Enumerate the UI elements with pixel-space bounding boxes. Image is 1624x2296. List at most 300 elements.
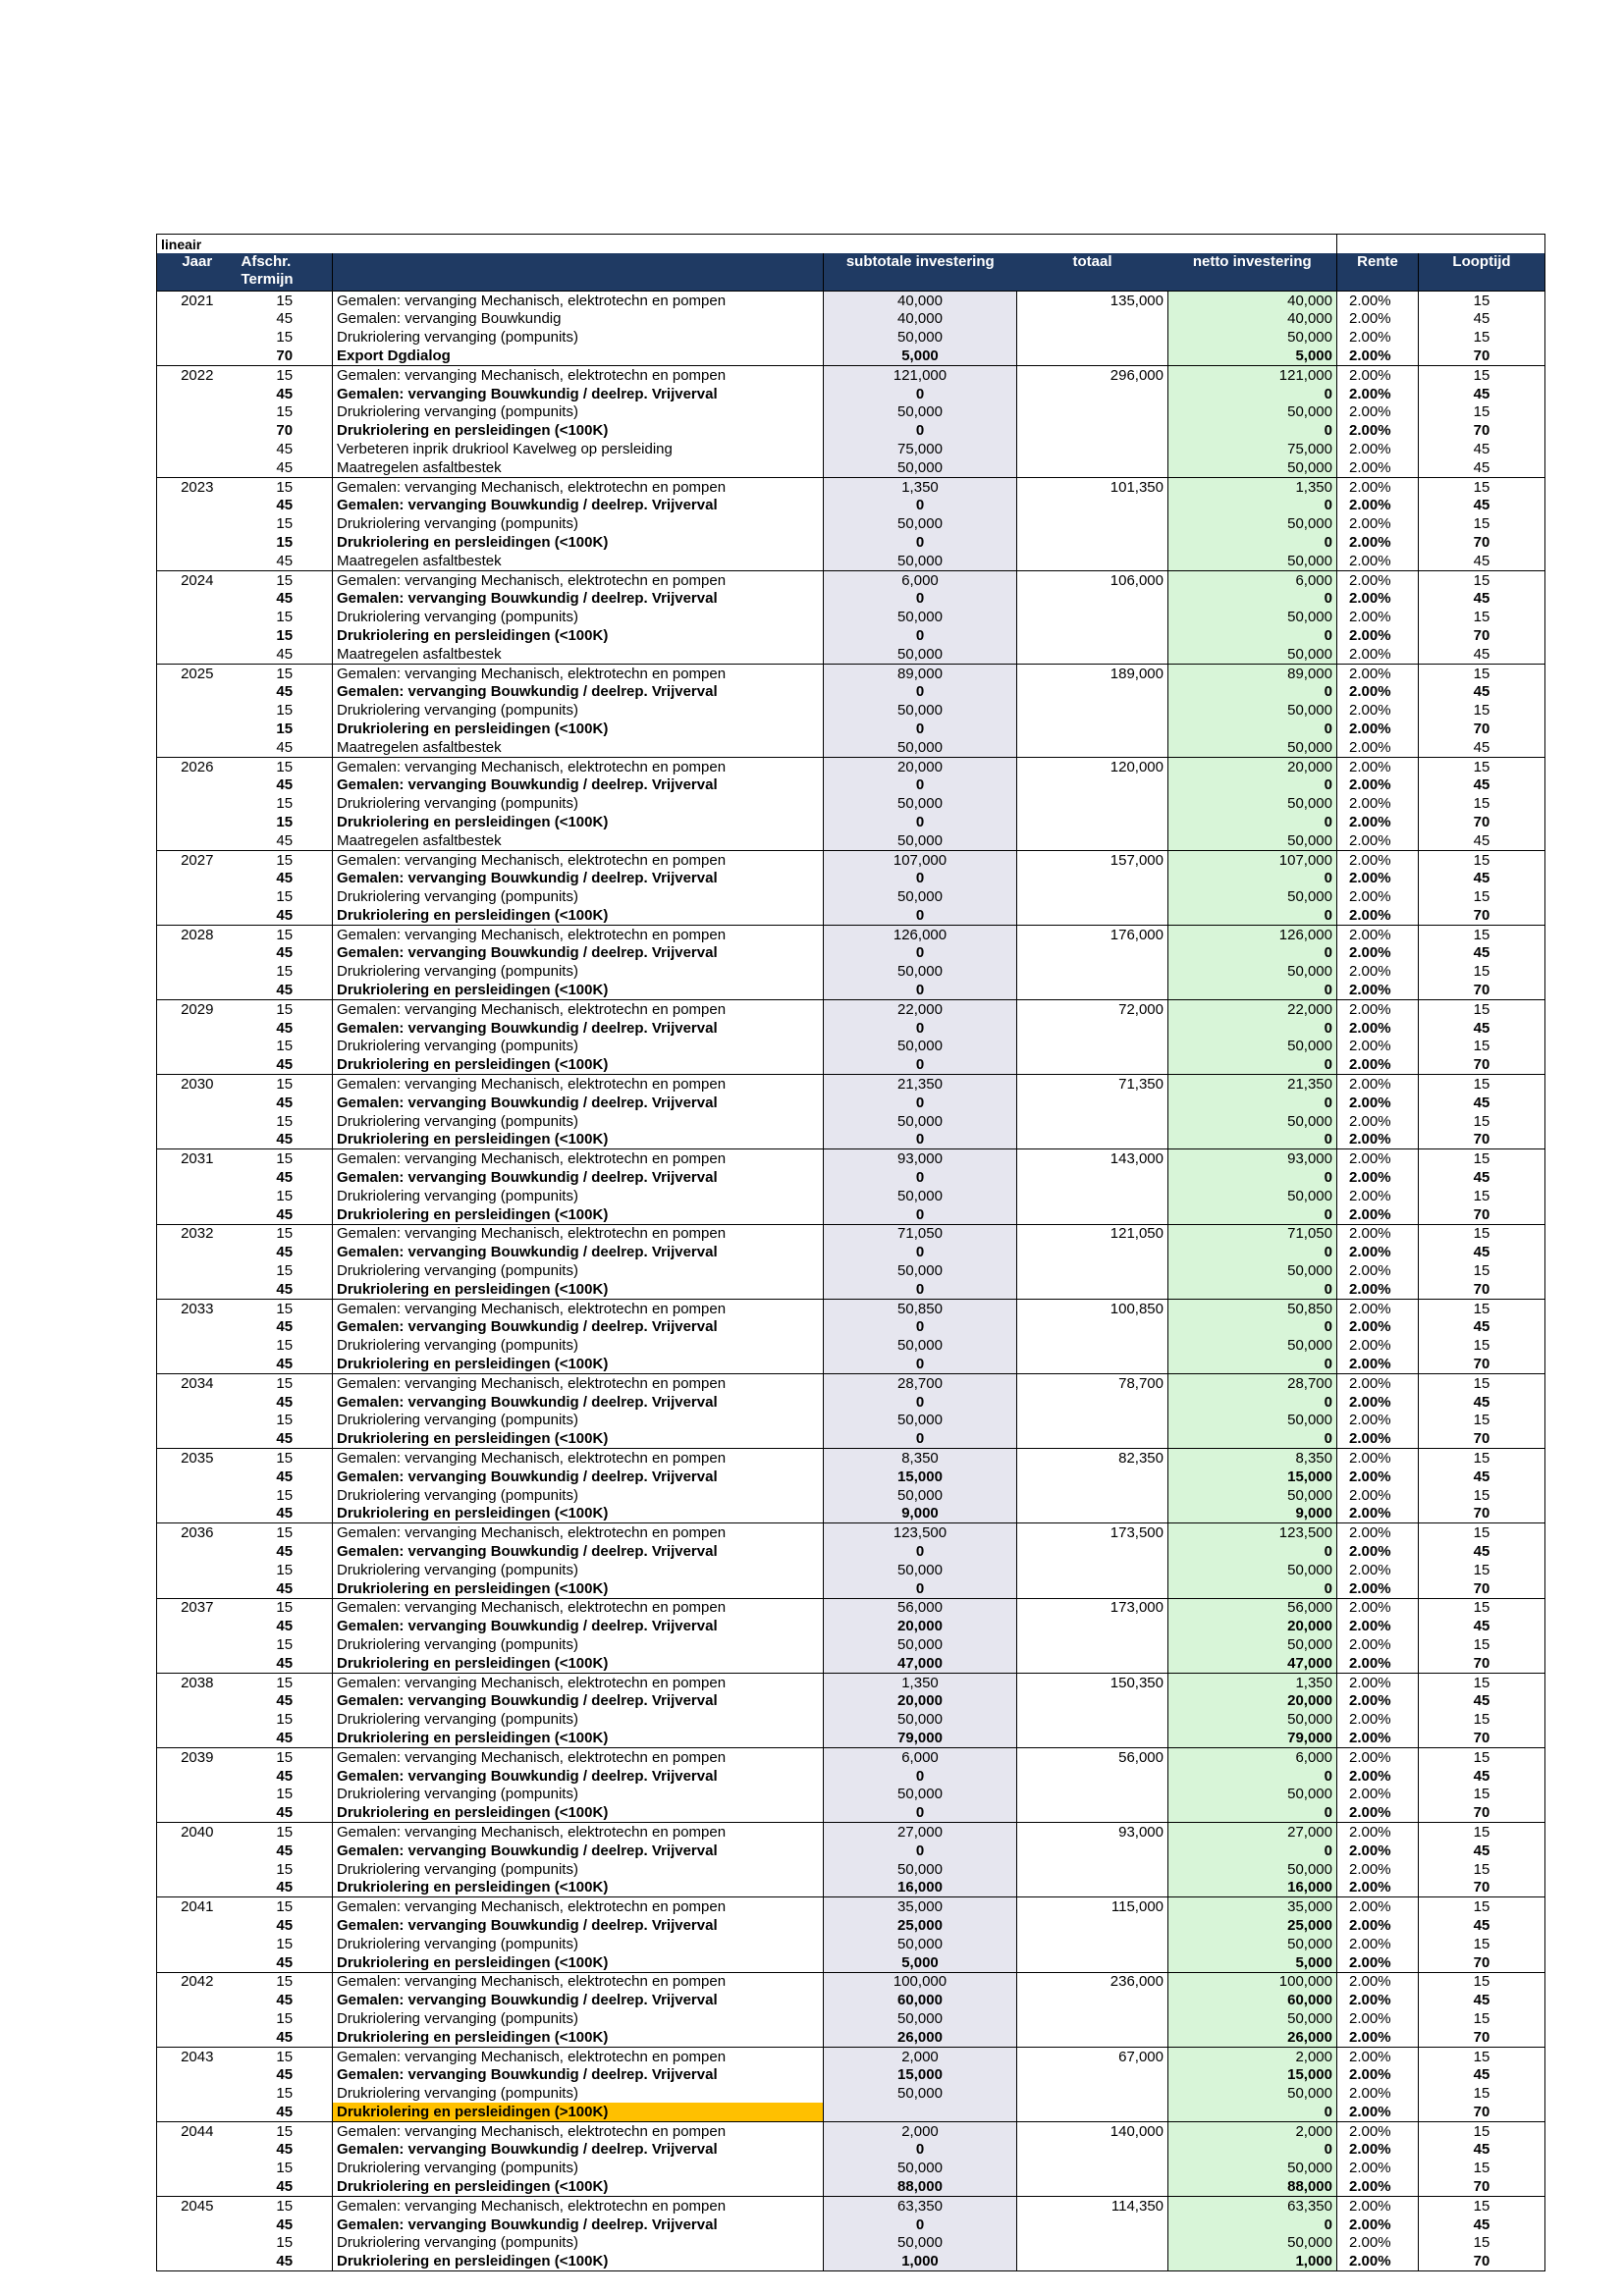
totaal-cell[interactable]	[1017, 1318, 1168, 1337]
netto-cell[interactable]: 93,000	[1168, 1149, 1337, 1168]
description-cell[interactable]: Gemalen: vervanging Bouwkundig	[333, 310, 824, 329]
looptijd-cell[interactable]: 15	[1419, 477, 1545, 496]
year-cell[interactable]	[157, 1055, 238, 1074]
looptijd-cell[interactable]: 15	[1419, 757, 1545, 775]
netto-cell[interactable]: 50,000	[1168, 2159, 1337, 2177]
looptijd-cell[interactable]: 15	[1419, 2197, 1545, 2216]
description-cell[interactable]: Drukriolering vervanging (pompunits)	[333, 962, 824, 981]
rente-cell[interactable]: 2.00%	[1337, 1842, 1419, 1860]
description-cell[interactable]: Drukriolering en persleidingen (<100K)	[333, 981, 824, 999]
totaal-cell[interactable]: 114,350	[1017, 2197, 1168, 2216]
totaal-cell[interactable]	[1017, 1617, 1168, 1635]
netto-cell[interactable]: 9,000	[1168, 1505, 1337, 1523]
subtotale-cell[interactable]: 107,000	[824, 850, 1017, 869]
subtotale-cell[interactable]: 50,000	[824, 645, 1017, 664]
year-cell[interactable]	[157, 962, 238, 981]
rente-cell[interactable]: 2.00%	[1337, 1803, 1419, 1822]
description-cell[interactable]: Drukriolering vervanging (pompunits)	[333, 701, 824, 720]
netto-cell[interactable]: 50,000	[1168, 1038, 1337, 1056]
subtotale-cell[interactable]: 0	[824, 1019, 1017, 1038]
afschr-termijn-cell[interactable]: 45	[276, 738, 294, 756]
totaal-cell[interactable]	[1017, 1803, 1168, 1822]
netto-cell[interactable]: 16,000	[1168, 1879, 1337, 1897]
subtotale-cell[interactable]: 50,000	[824, 608, 1017, 626]
netto-cell[interactable]: 0	[1168, 870, 1337, 888]
year-cell[interactable]	[157, 701, 238, 720]
rente-cell[interactable]: 2.00%	[1337, 385, 1419, 403]
subtotale-cell[interactable]: 0	[824, 1318, 1017, 1337]
description-cell[interactable]: Drukriolering en persleidingen (>100K)	[333, 2103, 824, 2121]
looptijd-cell[interactable]: 45	[1419, 2216, 1545, 2234]
totaal-cell[interactable]: 296,000	[1017, 365, 1168, 384]
netto-cell[interactable]: 50,000	[1168, 1561, 1337, 1579]
rente-cell[interactable]: 2.00%	[1337, 1187, 1419, 1205]
rente-cell[interactable]: 2.00%	[1337, 2252, 1419, 2270]
rente-cell[interactable]: 2.00%	[1337, 813, 1419, 831]
subtotale-cell[interactable]: 9,000	[824, 1505, 1017, 1523]
afschr-termijn-cell[interactable]: 15	[238, 365, 333, 384]
looptijd-cell[interactable]: 70	[1419, 1879, 1545, 1897]
afschr-termijn-cell[interactable]: 15	[276, 1486, 294, 1504]
subtotale-cell[interactable]: 0	[824, 1205, 1017, 1224]
totaal-cell[interactable]	[1017, 2066, 1168, 2085]
rente-cell[interactable]: 2.00%	[1337, 1486, 1419, 1505]
subtotale-cell[interactable]: 50,000	[824, 701, 1017, 720]
afschr-termijn-cell[interactable]: 70	[276, 422, 294, 440]
subtotale-cell[interactable]: 27,000	[824, 1823, 1017, 1842]
description-cell[interactable]: Drukriolering vervanging (pompunits)	[333, 1412, 824, 1430]
rente-cell[interactable]: 2.00%	[1337, 962, 1419, 981]
totaal-cell[interactable]	[1017, 2084, 1168, 2103]
afschr-termijn-cell[interactable]: 15	[276, 1860, 294, 1878]
netto-cell[interactable]: 0	[1168, 1542, 1337, 1561]
description-cell[interactable]: Gemalen: vervanging Bouwkundig / deelrep. Vrijverval	[333, 776, 824, 795]
year-cell[interactable]: 2027	[157, 850, 238, 869]
totaal-cell[interactable]: 176,000	[1017, 925, 1168, 943]
totaal-cell[interactable]: 135,000	[1017, 291, 1168, 309]
netto-cell[interactable]: 50,000	[1168, 458, 1337, 477]
year-cell[interactable]	[157, 831, 238, 850]
subtotale-cell[interactable]: 5,000	[824, 1953, 1017, 1972]
subtotale-cell[interactable]: 89,000	[824, 664, 1017, 682]
afschr-termijn-cell[interactable]: 15	[238, 1673, 333, 1691]
description-cell[interactable]: Drukriolering en persleidingen (<100K)	[333, 2177, 824, 2196]
totaal-cell[interactable]: 100,850	[1017, 1299, 1168, 1317]
description-cell[interactable]: Gemalen: vervanging Bouwkundig / deelrep. Vrijverval	[333, 1243, 824, 1261]
description-cell[interactable]: Gemalen: vervanging Mechanisch, elektrotechn en pompen	[333, 1598, 824, 1617]
afschr-termijn-cell[interactable]: 15	[276, 888, 294, 906]
netto-cell[interactable]: 107,000	[1168, 850, 1337, 869]
afschr-termijn-cell[interactable]: 15	[238, 850, 333, 869]
netto-cell[interactable]: 0	[1168, 1019, 1337, 1038]
afschr-termijn-cell[interactable]: 45	[276, 1916, 294, 1934]
description-cell[interactable]: Gemalen: vervanging Bouwkundig / deelrep. Vrijverval	[333, 590, 824, 609]
year-cell[interactable]	[157, 1786, 238, 1804]
totaal-cell[interactable]	[1017, 1786, 1168, 1804]
looptijd-cell[interactable]: 45	[1419, 1617, 1545, 1635]
rente-cell[interactable]: 2.00%	[1337, 2141, 1419, 2160]
afschr-termijn-cell[interactable]: 15	[238, 1897, 333, 1916]
looptijd-cell[interactable]: 15	[1419, 1000, 1545, 1019]
totaal-cell[interactable]	[1017, 440, 1168, 458]
afschr-termijn-cell[interactable]: 45	[276, 1992, 294, 2009]
subtotale-cell[interactable]: 6,000	[824, 570, 1017, 589]
looptijd-cell[interactable]: 15	[1419, 1486, 1545, 1505]
afschr-termijn-cell[interactable]: 45	[276, 683, 294, 701]
totaal-cell[interactable]	[1017, 2234, 1168, 2253]
totaal-cell[interactable]: 143,000	[1017, 1149, 1168, 1168]
totaal-cell[interactable]: 106,000	[1017, 570, 1168, 589]
looptijd-cell[interactable]: 15	[1419, 1112, 1545, 1131]
netto-cell[interactable]: 121,000	[1168, 365, 1337, 384]
year-cell[interactable]	[157, 1261, 238, 1280]
afschr-termijn-cell[interactable]: 15	[276, 1635, 294, 1653]
description-cell[interactable]: Gemalen: vervanging Mechanisch, elektrotechn en pompen	[333, 1523, 824, 1542]
totaal-cell[interactable]: 120,000	[1017, 757, 1168, 775]
subtotale-cell[interactable]: 50,000	[824, 1635, 1017, 1654]
year-cell[interactable]	[157, 1355, 238, 1373]
netto-cell[interactable]: 20,000	[1168, 1617, 1337, 1635]
year-cell[interactable]: 2034	[157, 1374, 238, 1393]
netto-cell[interactable]: 40,000	[1168, 291, 1337, 309]
totaal-cell[interactable]	[1017, 2252, 1168, 2270]
description-cell[interactable]: Drukriolering vervanging (pompunits)	[333, 2084, 824, 2103]
subtotale-cell[interactable]: 0	[824, 1542, 1017, 1561]
afschr-termijn-cell[interactable]: 15	[238, 1823, 333, 1842]
looptijd-cell[interactable]: 15	[1419, 1598, 1545, 1617]
totaal-cell[interactable]	[1017, 962, 1168, 981]
rente-cell[interactable]: 2.00%	[1337, 794, 1419, 813]
year-cell[interactable]	[157, 1112, 238, 1131]
year-cell[interactable]	[157, 347, 238, 365]
totaal-cell[interactable]	[1017, 1635, 1168, 1654]
totaal-cell[interactable]	[1017, 1767, 1168, 1786]
subtotale-cell[interactable]: 0	[824, 385, 1017, 403]
looptijd-cell[interactable]: 15	[1419, 1786, 1545, 1804]
totaal-cell[interactable]	[1017, 1542, 1168, 1561]
description-cell[interactable]: Gemalen: vervanging Bouwkundig / deelrep. Vrijverval	[333, 497, 824, 515]
rente-cell[interactable]: 2.00%	[1337, 347, 1419, 365]
looptijd-cell[interactable]: 15	[1419, 1635, 1545, 1654]
netto-cell[interactable]: 1,350	[1168, 477, 1337, 496]
totaal-cell[interactable]	[1017, 1935, 1168, 1953]
totaal-cell[interactable]	[1017, 1055, 1168, 1074]
totaal-cell[interactable]	[1017, 347, 1168, 365]
totaal-cell[interactable]: 71,350	[1017, 1075, 1168, 1094]
subtotale-cell[interactable]: 50,000	[824, 738, 1017, 757]
description-cell[interactable]: Drukriolering vervanging (pompunits)	[333, 887, 824, 906]
afschr-termijn-cell[interactable]: 45	[276, 2178, 294, 2196]
year-cell[interactable]: 2040	[157, 1823, 238, 1842]
subtotale-cell[interactable]: 50,000	[824, 1860, 1017, 1879]
totaal-cell[interactable]	[1017, 720, 1168, 738]
netto-cell[interactable]: 0	[1168, 944, 1337, 963]
subtotale-cell[interactable]: 0	[824, 1280, 1017, 1299]
totaal-cell[interactable]	[1017, 421, 1168, 440]
netto-cell[interactable]: 50,000	[1168, 2009, 1337, 2028]
rente-cell[interactable]: 2.00%	[1337, 1972, 1419, 1991]
netto-cell[interactable]: 0	[1168, 1767, 1337, 1786]
looptijd-cell[interactable]: 15	[1419, 514, 1545, 533]
looptijd-cell[interactable]: 15	[1419, 1336, 1545, 1355]
afschr-termijn-cell[interactable]: 15	[238, 664, 333, 682]
netto-cell[interactable]: 100,000	[1168, 1972, 1337, 1991]
netto-cell[interactable]: 21,350	[1168, 1075, 1337, 1094]
totaal-cell[interactable]: 82,350	[1017, 1449, 1168, 1468]
looptijd-cell[interactable]: 70	[1419, 1729, 1545, 1747]
looptijd-cell[interactable]: 45	[1419, 645, 1545, 664]
looptijd-cell[interactable]: 45	[1419, 1243, 1545, 1261]
afschr-termijn-cell[interactable]: 15	[276, 1935, 294, 1952]
looptijd-cell[interactable]: 45	[1419, 310, 1545, 329]
totaal-cell[interactable]	[1017, 1916, 1168, 1935]
year-cell[interactable]	[157, 458, 238, 477]
netto-cell[interactable]: 2,000	[1168, 2121, 1337, 2140]
rente-cell[interactable]: 2.00%	[1337, 291, 1419, 309]
rente-cell[interactable]: 2.00%	[1337, 2084, 1419, 2103]
totaal-cell[interactable]	[1017, 1654, 1168, 1673]
totaal-cell[interactable]	[1017, 831, 1168, 850]
afschr-termijn-cell[interactable]: 45	[276, 1542, 294, 1560]
rente-cell[interactable]: 2.00%	[1337, 590, 1419, 609]
description-cell[interactable]: Gemalen: vervanging Bouwkundig / deelrep. Vrijverval	[333, 1019, 824, 1038]
subtotale-cell[interactable]: 0	[824, 2141, 1017, 2160]
year-cell[interactable]	[157, 981, 238, 999]
rente-cell[interactable]: 2.00%	[1337, 1055, 1419, 1074]
netto-cell[interactable]: 50,000	[1168, 608, 1337, 626]
year-cell[interactable]	[157, 2216, 238, 2234]
afschr-termijn-cell[interactable]: 15	[276, 1337, 294, 1355]
year-cell[interactable]: 2033	[157, 1299, 238, 1317]
totaal-cell[interactable]	[1017, 701, 1168, 720]
year-cell[interactable]	[157, 421, 238, 440]
year-cell[interactable]	[157, 608, 238, 626]
subtotale-cell[interactable]: 123,500	[824, 1523, 1017, 1542]
netto-cell[interactable]: 0	[1168, 1842, 1337, 1860]
totaal-cell[interactable]	[1017, 514, 1168, 533]
rente-cell[interactable]: 2.00%	[1337, 2066, 1419, 2085]
subtotale-cell[interactable]: 50,000	[824, 1038, 1017, 1056]
rente-cell[interactable]: 2.00%	[1337, 1019, 1419, 1038]
rente-cell[interactable]: 2.00%	[1337, 2009, 1419, 2028]
subtotale-cell[interactable]	[824, 2103, 1017, 2121]
description-cell[interactable]: Drukriolering vervanging (pompunits)	[333, 1860, 824, 1879]
year-cell[interactable]	[157, 1916, 238, 1935]
netto-cell[interactable]: 0	[1168, 1055, 1337, 1074]
looptijd-cell[interactable]: 15	[1419, 962, 1545, 981]
looptijd-cell[interactable]: 70	[1419, 1505, 1545, 1523]
year-cell[interactable]: 2038	[157, 1673, 238, 1691]
afschr-termijn-cell[interactable]: 45	[276, 1692, 294, 1710]
year-cell[interactable]: 2021	[157, 291, 238, 309]
looptijd-cell[interactable]: 45	[1419, 738, 1545, 757]
description-cell[interactable]: Drukriolering en persleidingen (<100K)	[333, 1280, 824, 1299]
subtotale-cell[interactable]: 40,000	[824, 291, 1017, 309]
rente-cell[interactable]: 2.00%	[1337, 1149, 1419, 1168]
afschr-termijn-cell[interactable]: 15	[276, 1112, 294, 1130]
totaal-cell[interactable]	[1017, 533, 1168, 552]
afschr-termijn-cell[interactable]: 15	[238, 2121, 333, 2140]
description-cell[interactable]: Gemalen: vervanging Bouwkundig / deelrep. Vrijverval	[333, 2216, 824, 2234]
totaal-cell[interactable]	[1017, 1991, 1168, 2009]
totaal-cell[interactable]	[1017, 1879, 1168, 1897]
looptijd-cell[interactable]: 70	[1419, 626, 1545, 645]
rente-cell[interactable]: 2.00%	[1337, 1617, 1419, 1635]
afschr-termijn-cell[interactable]: 15	[238, 1075, 333, 1094]
looptijd-cell[interactable]: 45	[1419, 1318, 1545, 1337]
looptijd-cell[interactable]: 70	[1419, 2177, 1545, 2196]
rente-cell[interactable]: 2.00%	[1337, 887, 1419, 906]
netto-cell[interactable]: 50,000	[1168, 2234, 1337, 2253]
rente-cell[interactable]: 2.00%	[1337, 1953, 1419, 1972]
looptijd-cell[interactable]: 15	[1419, 365, 1545, 384]
netto-cell[interactable]: 22,000	[1168, 1000, 1337, 1019]
description-cell[interactable]: Gemalen: vervanging Mechanisch, elektrotechn en pompen	[333, 570, 824, 589]
totaal-cell[interactable]	[1017, 310, 1168, 329]
description-cell[interactable]: Drukriolering en persleidingen (<100K)	[333, 1879, 824, 1897]
rente-cell[interactable]: 2.00%	[1337, 1747, 1419, 1766]
description-cell[interactable]: Drukriolering en persleidingen (<100K)	[333, 533, 824, 552]
description-cell[interactable]: Gemalen: vervanging Bouwkundig / deelrep. Vrijverval	[333, 1991, 824, 2009]
looptijd-cell[interactable]: 15	[1419, 1561, 1545, 1579]
netto-cell[interactable]: 0	[1168, 1803, 1337, 1822]
totaal-cell[interactable]	[1017, 1393, 1168, 1412]
description-cell[interactable]: Maatregelen asfaltbestek	[333, 645, 824, 664]
totaal-cell[interactable]	[1017, 1468, 1168, 1486]
totaal-cell[interactable]	[1017, 794, 1168, 813]
looptijd-cell[interactable]: 70	[1419, 1055, 1545, 1074]
totaal-cell[interactable]	[1017, 1187, 1168, 1205]
looptijd-cell[interactable]: 15	[1419, 2009, 1545, 2028]
subtotale-cell[interactable]: 0	[824, 1393, 1017, 1412]
year-cell[interactable]	[157, 1654, 238, 1673]
afschr-termijn-cell[interactable]: 45	[276, 1318, 294, 1336]
year-cell[interactable]: 2022	[157, 365, 238, 384]
totaal-cell[interactable]	[1017, 776, 1168, 795]
rente-cell[interactable]: 2.00%	[1337, 1112, 1419, 1131]
description-cell[interactable]: Export Dgdialog	[333, 347, 824, 365]
description-cell[interactable]: Drukriolering vervanging (pompunits)	[333, 608, 824, 626]
subtotale-cell[interactable]: 50,000	[824, 403, 1017, 422]
netto-cell[interactable]: 0	[1168, 1094, 1337, 1112]
looptijd-cell[interactable]: 15	[1419, 1038, 1545, 1056]
rente-cell[interactable]: 2.00%	[1337, 1318, 1419, 1337]
description-cell[interactable]: Drukriolering en persleidingen (<100K)	[333, 1579, 824, 1598]
netto-cell[interactable]: 50,000	[1168, 701, 1337, 720]
afschr-termijn-cell[interactable]: 45	[276, 831, 294, 849]
afschr-termijn-cell[interactable]: 15	[238, 1523, 333, 1542]
afschr-termijn-cell[interactable]: 15	[238, 2047, 333, 2065]
subtotale-cell[interactable]: 50,000	[824, 1187, 1017, 1205]
year-cell[interactable]	[157, 385, 238, 403]
afschr-termijn-cell[interactable]: 45	[276, 944, 294, 962]
description-cell[interactable]: Drukriolering vervanging (pompunits)	[333, 514, 824, 533]
rente-cell[interactable]: 2.00%	[1337, 1075, 1419, 1094]
looptijd-cell[interactable]: 15	[1419, 2121, 1545, 2140]
rente-cell[interactable]: 2.00%	[1337, 925, 1419, 943]
netto-cell[interactable]: 0	[1168, 1579, 1337, 1598]
rente-cell[interactable]: 2.00%	[1337, 1299, 1419, 1317]
afschr-termijn-cell[interactable]: 15	[238, 2197, 333, 2216]
subtotale-cell[interactable]: 20,000	[824, 757, 1017, 775]
totaal-cell[interactable]	[1017, 626, 1168, 645]
year-cell[interactable]	[157, 1243, 238, 1261]
afschr-termijn-cell[interactable]: 15	[276, 626, 294, 644]
rente-cell[interactable]: 2.00%	[1337, 626, 1419, 645]
looptijd-cell[interactable]: 15	[1419, 328, 1545, 347]
description-cell[interactable]: Gemalen: vervanging Mechanisch, elektrotechn en pompen	[333, 291, 824, 309]
netto-cell[interactable]: 126,000	[1168, 925, 1337, 943]
rente-cell[interactable]: 2.00%	[1337, 421, 1419, 440]
netto-cell[interactable]: 0	[1168, 2216, 1337, 2234]
year-cell[interactable]	[157, 1561, 238, 1579]
afschr-termijn-cell[interactable]: 45	[276, 2141, 294, 2159]
netto-cell[interactable]: 35,000	[1168, 1897, 1337, 1916]
rente-cell[interactable]: 2.00%	[1337, 1449, 1419, 1468]
subtotale-cell[interactable]: 15,000	[824, 1468, 1017, 1486]
description-cell[interactable]: Verbeteren inprik drukriool Kavelweg op persleiding	[333, 440, 824, 458]
afschr-termijn-cell[interactable]: 45	[276, 497, 294, 514]
totaal-cell[interactable]: 157,000	[1017, 850, 1168, 869]
netto-cell[interactable]: 50,000	[1168, 1486, 1337, 1505]
description-cell[interactable]: Drukriolering en persleidingen (<100K)	[333, 626, 824, 645]
description-cell[interactable]: Gemalen: vervanging Mechanisch, elektrotechn en pompen	[333, 1075, 824, 1094]
year-cell[interactable]	[157, 645, 238, 664]
afschr-termijn-cell[interactable]: 15	[238, 570, 333, 589]
subtotale-cell[interactable]: 0	[824, 870, 1017, 888]
subtotale-cell[interactable]: 28,700	[824, 1374, 1017, 1393]
year-cell[interactable]	[157, 1617, 238, 1635]
netto-cell[interactable]: 0	[1168, 1318, 1337, 1337]
subtotale-cell[interactable]: 0	[824, 1429, 1017, 1448]
description-cell[interactable]: Drukriolering en persleidingen (<100K)	[333, 1205, 824, 1224]
looptijd-cell[interactable]: 70	[1419, 1803, 1545, 1822]
rente-cell[interactable]: 2.00%	[1337, 738, 1419, 757]
totaal-cell[interactable]	[1017, 813, 1168, 831]
description-cell[interactable]: Drukriolering vervanging (pompunits)	[333, 1261, 824, 1280]
looptijd-cell[interactable]: 15	[1419, 1149, 1545, 1168]
year-cell[interactable]: 2043	[157, 2047, 238, 2065]
year-cell[interactable]	[157, 2234, 238, 2253]
subtotale-cell[interactable]: 88,000	[824, 2177, 1017, 2196]
afschr-termijn-cell[interactable]: 45	[276, 1729, 294, 1746]
subtotale-cell[interactable]: 79,000	[824, 1729, 1017, 1747]
netto-cell[interactable]: 50,000	[1168, 794, 1337, 813]
rente-cell[interactable]: 2.00%	[1337, 1523, 1419, 1542]
rente-cell[interactable]: 2.00%	[1337, 1243, 1419, 1261]
afschr-termijn-cell[interactable]: 45	[276, 1019, 294, 1037]
netto-cell[interactable]: 20,000	[1168, 757, 1337, 775]
afschr-termijn-cell[interactable]: 45	[276, 1280, 294, 1298]
afschr-termijn-cell[interactable]: 15	[238, 1299, 333, 1317]
afschr-termijn-cell[interactable]: 45	[276, 2103, 294, 2120]
looptijd-cell[interactable]: 45	[1419, 776, 1545, 795]
year-cell[interactable]	[157, 1336, 238, 1355]
year-cell[interactable]	[157, 2252, 238, 2270]
rente-cell[interactable]: 2.00%	[1337, 1336, 1419, 1355]
looptijd-cell[interactable]: 70	[1419, 2103, 1545, 2121]
description-cell[interactable]: Gemalen: vervanging Bouwkundig / deelrep. Vrijverval	[333, 1842, 824, 1860]
subtotale-cell[interactable]: 50,000	[824, 514, 1017, 533]
rente-cell[interactable]: 2.00%	[1337, 552, 1419, 570]
subtotale-cell[interactable]: 50,000	[824, 962, 1017, 981]
netto-cell[interactable]: 50,000	[1168, 552, 1337, 570]
netto-cell[interactable]: 1,350	[1168, 1673, 1337, 1691]
description-cell[interactable]: Gemalen: vervanging Mechanisch, elektrotechn en pompen	[333, 1149, 824, 1168]
afschr-termijn-cell[interactable]: 45	[276, 310, 294, 328]
afschr-termijn-cell[interactable]: 15	[238, 1598, 333, 1617]
looptijd-cell[interactable]: 70	[1419, 1355, 1545, 1373]
